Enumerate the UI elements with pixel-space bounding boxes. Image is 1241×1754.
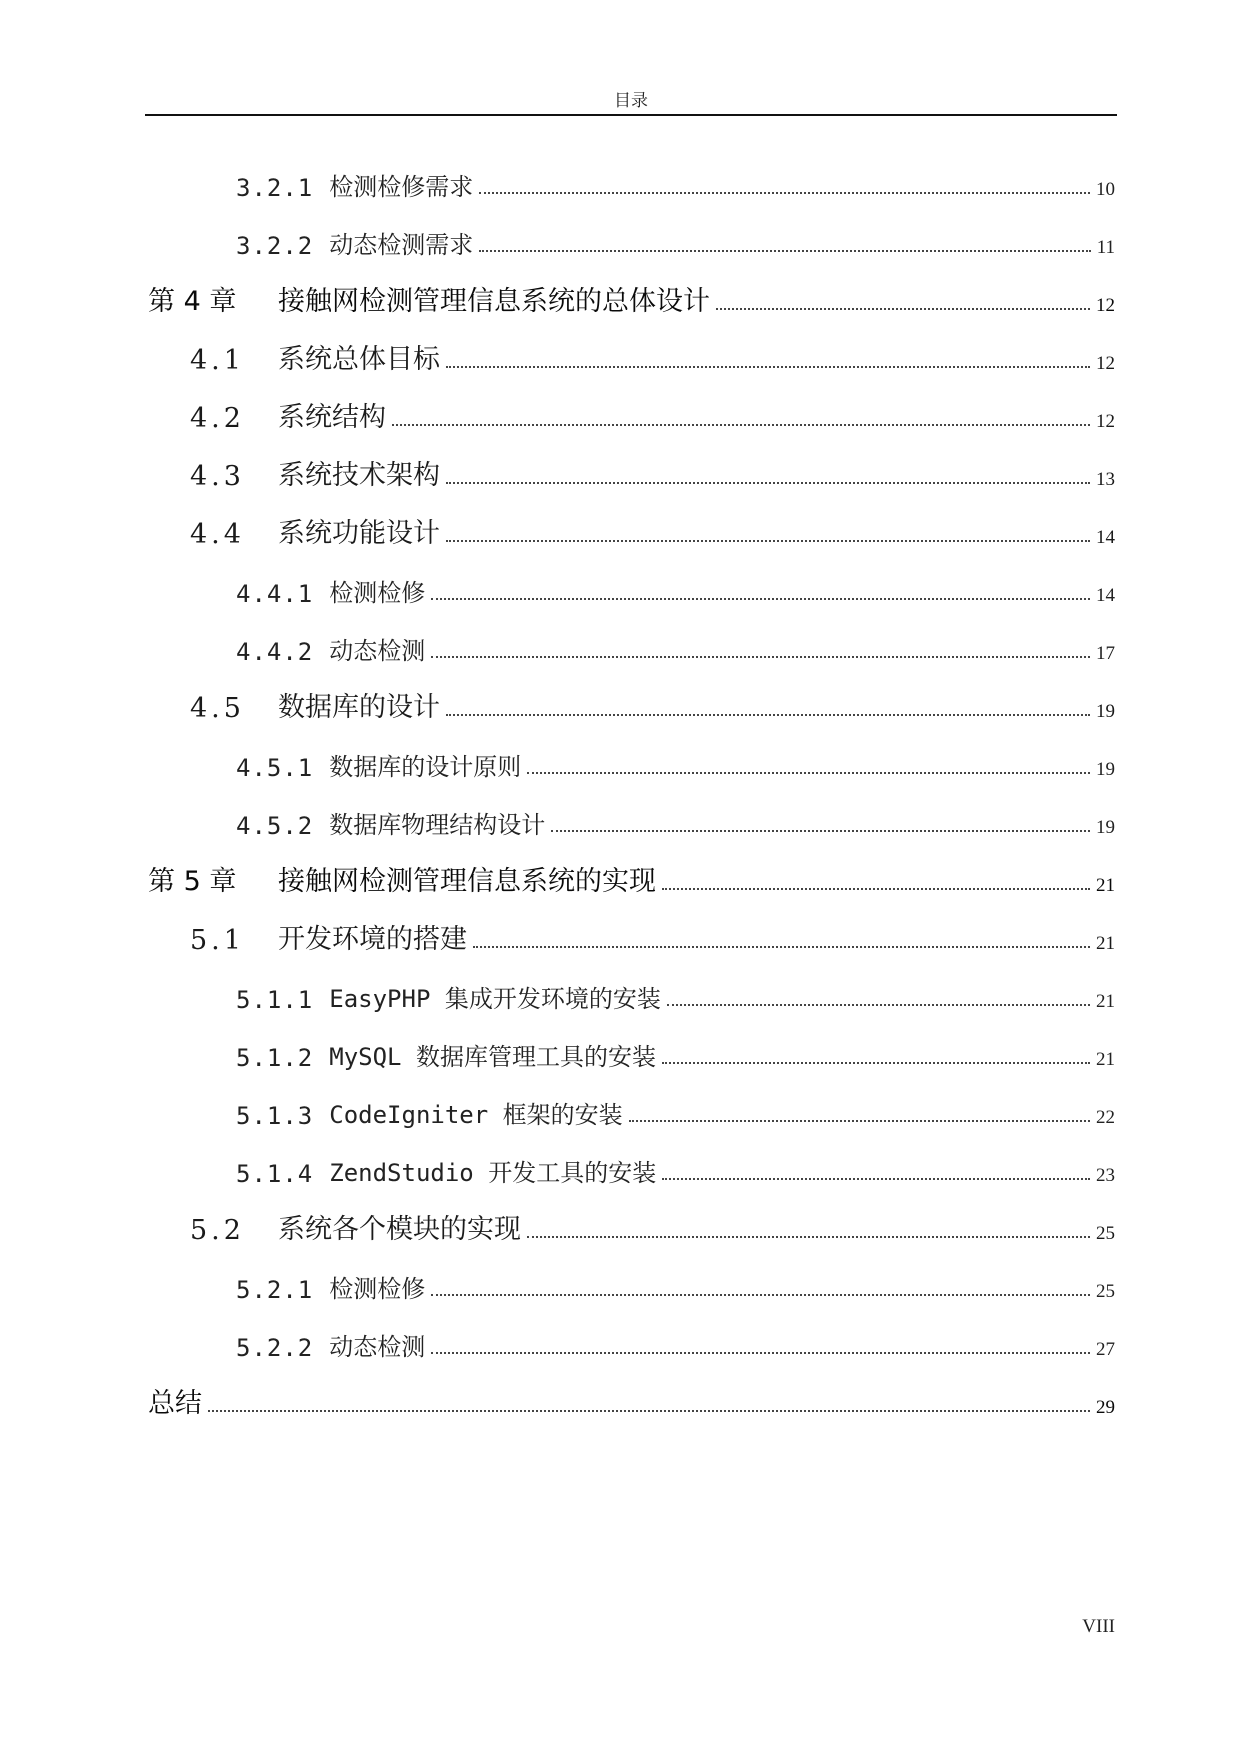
toc-entry-number: 5.1.1 <box>236 986 314 1014</box>
toc-entry-title: 数据库的设计 <box>278 692 440 723</box>
toc-entry-title: 数据库物理结构设计 <box>329 811 546 839</box>
toc-entry-page: 19 <box>1096 817 1115 838</box>
toc-entry-number: 5.1 <box>190 925 245 956</box>
toc-entry-title: 系统各个模块的实现 <box>278 1214 521 1245</box>
toc-entry-title: 动态检测 <box>329 637 426 665</box>
dot-leader <box>479 250 1090 252</box>
toc-entry-page: 21 <box>1096 991 1115 1012</box>
toc-entry[interactable] <box>236 626 1115 666</box>
toc-entry[interactable] <box>236 220 1115 260</box>
dot-leader <box>431 1352 1090 1354</box>
toc-entry[interactable] <box>236 742 1115 782</box>
toc-entry-title: 系统功能设计 <box>278 518 440 549</box>
toc-entry-title: 接触网检测管理信息系统的总体设计 <box>278 286 710 317</box>
toc-entry-page: 27 <box>1096 1339 1115 1360</box>
header-rule <box>145 114 1117 116</box>
toc-entry-chapter[interactable] <box>148 278 1115 318</box>
toc-entry-page: 12 <box>1096 295 1115 316</box>
dot-leader <box>208 1410 1090 1412</box>
toc-entry-title: 动态检测需求 <box>329 231 474 259</box>
dot-leader <box>479 192 1090 194</box>
dot-leader <box>446 366 1090 368</box>
toc-entry-title: 检测检修 <box>329 1275 426 1303</box>
toc-entry[interactable] <box>236 1264 1115 1304</box>
toc-entry-page: 17 <box>1096 643 1115 664</box>
toc-entry-number: 第 5 章 <box>148 866 237 897</box>
toc-entry-number: 4.3 <box>190 461 245 492</box>
dot-leader <box>446 482 1090 484</box>
toc-entry-number: 4.5.2 <box>236 812 314 840</box>
toc-entry-section[interactable] <box>190 394 1115 434</box>
toc-entry-title: 接触网检测管理信息系统的实现 <box>278 866 656 897</box>
toc-entry-chapter[interactable] <box>148 858 1115 898</box>
toc-entry-number: 5.2 <box>190 1215 245 1246</box>
toc-entry-title: 检测检修需求 <box>329 173 474 201</box>
toc-entry-number: 4.1 <box>190 345 245 376</box>
dot-leader <box>473 946 1090 948</box>
toc-entry-number: 4.5.1 <box>236 754 314 782</box>
toc-entry-number: 5.2.2 <box>236 1334 314 1362</box>
toc-entry-number: 5.1.3 <box>236 1102 314 1130</box>
toc-entry-page: 21 <box>1096 933 1115 954</box>
page-number: VIII <box>1082 1616 1115 1637</box>
dot-leader <box>431 598 1090 600</box>
toc-entry-page: 14 <box>1096 527 1115 548</box>
toc-entry-number: 3.2.2 <box>236 232 314 260</box>
toc-entry-section[interactable] <box>190 510 1115 550</box>
toc-entry[interactable] <box>236 1148 1115 1188</box>
toc-entry-title: CodeIgniter 框架的安装 <box>329 1101 623 1129</box>
toc-entry-page: 22 <box>1096 1107 1115 1128</box>
toc-entry-title: 动态检测 <box>329 1333 426 1361</box>
toc-entry-title: EasyPHP 集成开发环境的安装 <box>329 985 661 1013</box>
dot-leader <box>446 714 1090 716</box>
dot-leader <box>629 1120 1090 1122</box>
dot-leader <box>662 1178 1090 1180</box>
toc-entry[interactable] <box>236 568 1115 608</box>
toc-entry-number: 5.1.2 <box>236 1044 314 1072</box>
toc-entry-number: 5.1.4 <box>236 1160 314 1188</box>
toc-entry[interactable] <box>236 1090 1115 1130</box>
dot-leader <box>431 656 1090 658</box>
toc-entry-title: 系统结构 <box>278 402 386 433</box>
toc-entry-page: 13 <box>1096 469 1115 490</box>
toc-entry-number: 5.2.1 <box>236 1276 314 1304</box>
toc-entry-title: MySQL 数据库管理工具的安装 <box>329 1043 656 1071</box>
toc-entry-title: 系统技术架构 <box>278 460 440 491</box>
toc-entry-section[interactable] <box>190 452 1115 492</box>
dot-leader <box>431 1294 1090 1296</box>
toc-entry-section[interactable] <box>190 916 1115 956</box>
toc-entry-title: 总结 <box>148 1388 202 1419</box>
toc-entry-section[interactable] <box>190 1206 1115 1246</box>
toc-entry-page: 29 <box>1096 1397 1115 1418</box>
toc-entry[interactable] <box>236 162 1115 202</box>
dot-leader <box>527 772 1090 774</box>
dot-leader <box>446 540 1090 542</box>
toc-entry-number: 4.4 <box>190 519 245 550</box>
toc-entry-title: 数据库的设计原则 <box>329 753 522 781</box>
toc-entry-number: 4.5 <box>190 693 245 724</box>
toc-entry-page: 21 <box>1096 875 1115 896</box>
toc-entry-number: 第 4 章 <box>148 286 237 317</box>
toc-entry-title: 系统总体目标 <box>278 344 440 375</box>
toc-entry-page: 11 <box>1096 237 1115 258</box>
toc-entry-page: 19 <box>1096 759 1115 780</box>
toc-entry-page: 10 <box>1096 179 1115 200</box>
toc-entry-title: 检测检修 <box>329 579 426 607</box>
toc-entry-page: 12 <box>1096 353 1115 374</box>
toc-entry-page: 23 <box>1096 1165 1115 1186</box>
toc-entry-page: 19 <box>1096 701 1115 722</box>
toc-entry[interactable] <box>236 800 1115 840</box>
toc-entry[interactable] <box>236 1032 1115 1072</box>
toc-entry-number: 4.4.1 <box>236 580 314 608</box>
toc-entry[interactable] <box>236 1322 1115 1362</box>
dot-leader <box>662 1062 1090 1064</box>
toc-entry-page: 12 <box>1096 411 1115 432</box>
toc-entry-title: 开发环境的搭建 <box>278 924 467 955</box>
dot-leader <box>716 308 1090 310</box>
dot-leader <box>527 1236 1090 1238</box>
toc-entry-number: 4.2 <box>190 403 245 434</box>
dot-leader <box>551 830 1090 832</box>
dot-leader <box>667 1004 1090 1006</box>
toc-entry-number: 4.4.2 <box>236 638 314 666</box>
toc-entry-page: 14 <box>1096 585 1115 606</box>
toc-entry-page: 25 <box>1096 1281 1115 1302</box>
toc-entry-section[interactable] <box>190 336 1115 376</box>
toc-entry-number: 3.2.1 <box>236 174 314 202</box>
toc-entry-section[interactable] <box>190 684 1115 724</box>
dot-leader <box>392 424 1090 426</box>
toc-entry-title: ZendStudio 开发工具的安装 <box>329 1159 657 1187</box>
toc-entry-page: 21 <box>1096 1049 1115 1070</box>
toc-entry-summary[interactable] <box>148 1380 1115 1420</box>
running-header: 目录 <box>614 91 648 111</box>
dot-leader <box>662 888 1090 890</box>
toc-entry-page: 25 <box>1096 1223 1115 1244</box>
toc-entry[interactable] <box>236 974 1115 1014</box>
